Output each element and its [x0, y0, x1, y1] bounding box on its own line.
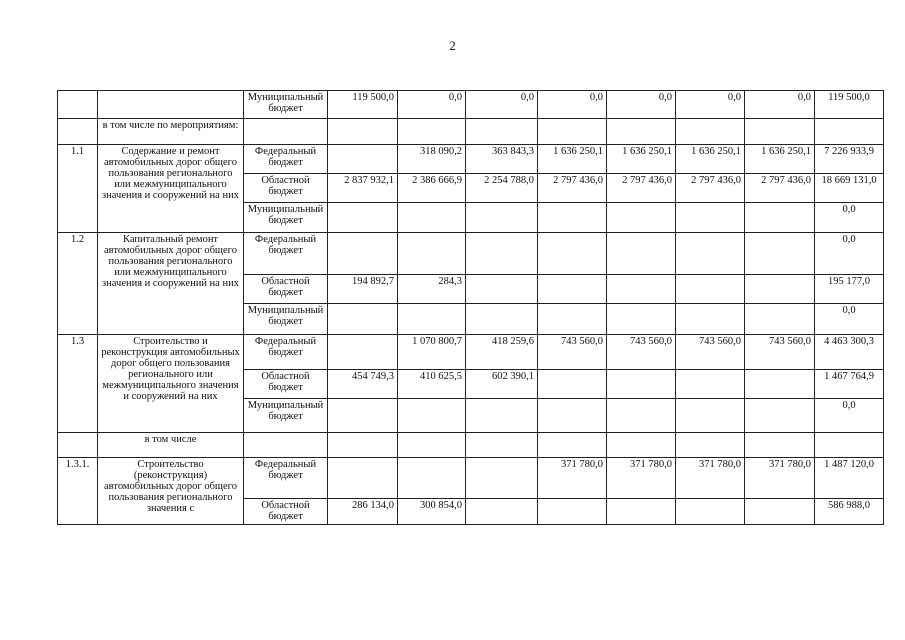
value-cell — [538, 304, 607, 335]
row-name-cell: Содержание и ремонт автомобильных дорог общего пользования регионального или межмуниципального значения и сооружений на них — [98, 145, 244, 233]
value-cell: 2 797 436,0 — [538, 174, 607, 203]
value-cell: 286 134,0 — [328, 499, 398, 525]
value-cell: 284,3 — [398, 275, 466, 304]
total-cell: 1 487 120,0 — [815, 458, 884, 499]
funding-source-cell: Областной бюджет — [244, 174, 328, 203]
value-cell: 1 636 250,1 — [538, 145, 607, 174]
funding-source-cell: Областной бюджет — [244, 275, 328, 304]
value-cell — [398, 458, 466, 499]
table-row — [58, 233, 884, 275]
value-cell — [328, 233, 398, 275]
funding-source-cell: Федеральный бюджет — [244, 145, 328, 174]
value-cell: 371 780,0 — [607, 458, 676, 499]
row-number-cell — [58, 91, 98, 119]
value-cell — [466, 499, 538, 525]
row-number-cell: 1.3 — [58, 335, 98, 433]
value-cell: 0,0 — [676, 91, 745, 119]
value-cell — [538, 399, 607, 433]
value-cell — [607, 203, 676, 233]
value-cell — [398, 203, 466, 233]
funding-source-cell: Федеральный бюджет — [244, 458, 328, 499]
value-cell — [538, 433, 607, 458]
value-cell — [328, 335, 398, 370]
value-cell — [745, 433, 815, 458]
funding-source-cell: Областной бюджет — [244, 499, 328, 525]
value-cell — [676, 399, 745, 433]
value-cell: 743 560,0 — [607, 335, 676, 370]
value-cell — [745, 233, 815, 275]
value-cell — [398, 399, 466, 433]
table-row — [58, 433, 884, 458]
value-cell — [538, 233, 607, 275]
value-cell — [466, 275, 538, 304]
value-cell: 194 892,7 — [328, 275, 398, 304]
total-cell: 0,0 — [815, 399, 884, 433]
value-cell — [328, 145, 398, 174]
total-cell — [815, 433, 884, 458]
value-cell: 371 780,0 — [676, 458, 745, 499]
value-cell: 1 636 250,1 — [676, 145, 745, 174]
total-cell: 195 177,0 — [815, 275, 884, 304]
value-cell — [676, 119, 745, 145]
page-number: 2 — [449, 38, 456, 53]
value-cell — [745, 304, 815, 335]
row-name-cell: Строительство и реконструкция автомобильных дорог общего пользования регионального или межмуниципального значения и сооружений на них — [98, 335, 244, 433]
value-cell — [538, 203, 607, 233]
row-number-cell — [58, 119, 98, 145]
row-name-cell: в том числе по мероприятиям: — [98, 119, 244, 145]
value-cell: 0,0 — [607, 91, 676, 119]
funding-source-cell: Муниципальный бюджет — [244, 203, 328, 233]
value-cell — [607, 233, 676, 275]
funding-source-cell: Муниципальный бюджет — [244, 304, 328, 335]
value-cell: 0,0 — [466, 91, 538, 119]
value-cell — [607, 304, 676, 335]
value-cell — [466, 458, 538, 499]
total-cell: 0,0 — [815, 203, 884, 233]
table-row — [58, 145, 884, 174]
row-name-cell: Капитальный ремонт автомобильных дорог общего пользования регионального или межмуниципального значения и сооружений на них — [98, 233, 244, 335]
value-cell: 454 749,3 — [328, 370, 398, 399]
total-cell: 0,0 — [815, 304, 884, 335]
value-cell — [745, 119, 815, 145]
total-cell: 119 500,0 — [815, 91, 884, 119]
value-cell — [328, 304, 398, 335]
value-cell: 0,0 — [745, 91, 815, 119]
value-cell — [328, 458, 398, 499]
value-cell — [745, 203, 815, 233]
table-row — [58, 335, 884, 370]
value-cell — [466, 399, 538, 433]
value-cell: 2 254 788,0 — [466, 174, 538, 203]
value-cell: 300 854,0 — [398, 499, 466, 525]
value-cell: 410 625,5 — [398, 370, 466, 399]
total-cell: 18 669 131,0 — [815, 174, 884, 203]
value-cell: 418 259,6 — [466, 335, 538, 370]
value-cell: 2 797 436,0 — [676, 174, 745, 203]
total-cell: 0,0 — [815, 233, 884, 275]
value-cell: 2 797 436,0 — [745, 174, 815, 203]
value-cell — [745, 275, 815, 304]
total-cell: 1 467 764,9 — [815, 370, 884, 399]
value-cell — [466, 203, 538, 233]
value-cell: 2 837 932,1 — [328, 174, 398, 203]
value-cell: 1 636 250,1 — [745, 145, 815, 174]
funding-source-cell: Муниципальный бюджет — [244, 399, 328, 433]
value-cell: 371 780,0 — [745, 458, 815, 499]
funding-source-cell: Областной бюджет — [244, 370, 328, 399]
budget-table — [57, 90, 884, 525]
value-cell — [676, 499, 745, 525]
funding-source-cell — [244, 119, 328, 145]
value-cell — [676, 304, 745, 335]
value-cell: 1 070 800,7 — [398, 335, 466, 370]
value-cell: 363 843,3 — [466, 145, 538, 174]
row-name-cell: в том числе — [98, 433, 244, 458]
value-cell — [328, 433, 398, 458]
value-cell — [607, 399, 676, 433]
value-cell — [676, 233, 745, 275]
funding-source-cell: Муниципальный бюджет — [244, 91, 328, 119]
value-cell — [607, 499, 676, 525]
value-cell — [745, 399, 815, 433]
row-number-cell: 1.1 — [58, 145, 98, 233]
value-cell: 743 560,0 — [538, 335, 607, 370]
value-cell — [676, 433, 745, 458]
value-cell — [466, 233, 538, 275]
value-cell — [676, 370, 745, 399]
value-cell — [745, 370, 815, 399]
total-cell — [815, 119, 884, 145]
table-row — [58, 119, 884, 145]
table-row — [58, 91, 884, 119]
value-cell — [607, 119, 676, 145]
value-cell — [466, 304, 538, 335]
value-cell: 602 390,1 — [466, 370, 538, 399]
value-cell — [676, 275, 745, 304]
funding-source-cell — [244, 433, 328, 458]
value-cell: 743 560,0 — [676, 335, 745, 370]
row-name-cell: Строительство (реконструкция) автомобильных дорог общего пользования регионального значения с — [98, 458, 244, 525]
value-cell — [607, 370, 676, 399]
value-cell: 0,0 — [398, 91, 466, 119]
value-cell — [538, 370, 607, 399]
value-cell — [466, 119, 538, 145]
value-cell: 119 500,0 — [328, 91, 398, 119]
value-cell: 2 386 666,9 — [398, 174, 466, 203]
value-cell — [538, 119, 607, 145]
row-number-cell: 1.3.1. — [58, 458, 98, 525]
funding-source-cell: Федеральный бюджет — [244, 335, 328, 370]
value-cell — [328, 119, 398, 145]
value-cell — [328, 203, 398, 233]
row-number-cell: 1.2 — [58, 233, 98, 335]
table-row — [58, 458, 884, 499]
value-cell: 0,0 — [538, 91, 607, 119]
value-cell — [398, 433, 466, 458]
value-cell — [466, 433, 538, 458]
value-cell: 371 780,0 — [538, 458, 607, 499]
value-cell: 2 797 436,0 — [607, 174, 676, 203]
value-cell: 743 560,0 — [745, 335, 815, 370]
value-cell — [745, 499, 815, 525]
total-cell: 4 463 300,3 — [815, 335, 884, 370]
row-name-cell — [98, 91, 244, 119]
value-cell: 318 090,2 — [398, 145, 466, 174]
total-cell: 7 226 933,9 — [815, 145, 884, 174]
funding-source-cell: Федеральный бюджет — [244, 233, 328, 275]
value-cell — [676, 203, 745, 233]
row-number-cell — [58, 433, 98, 458]
value-cell — [328, 399, 398, 433]
value-cell: 1 636 250,1 — [607, 145, 676, 174]
value-cell — [538, 275, 607, 304]
total-cell: 586 988,0 — [815, 499, 884, 525]
value-cell — [607, 433, 676, 458]
value-cell — [538, 499, 607, 525]
value-cell — [398, 119, 466, 145]
value-cell — [398, 233, 466, 275]
value-cell — [607, 275, 676, 304]
value-cell — [398, 304, 466, 335]
